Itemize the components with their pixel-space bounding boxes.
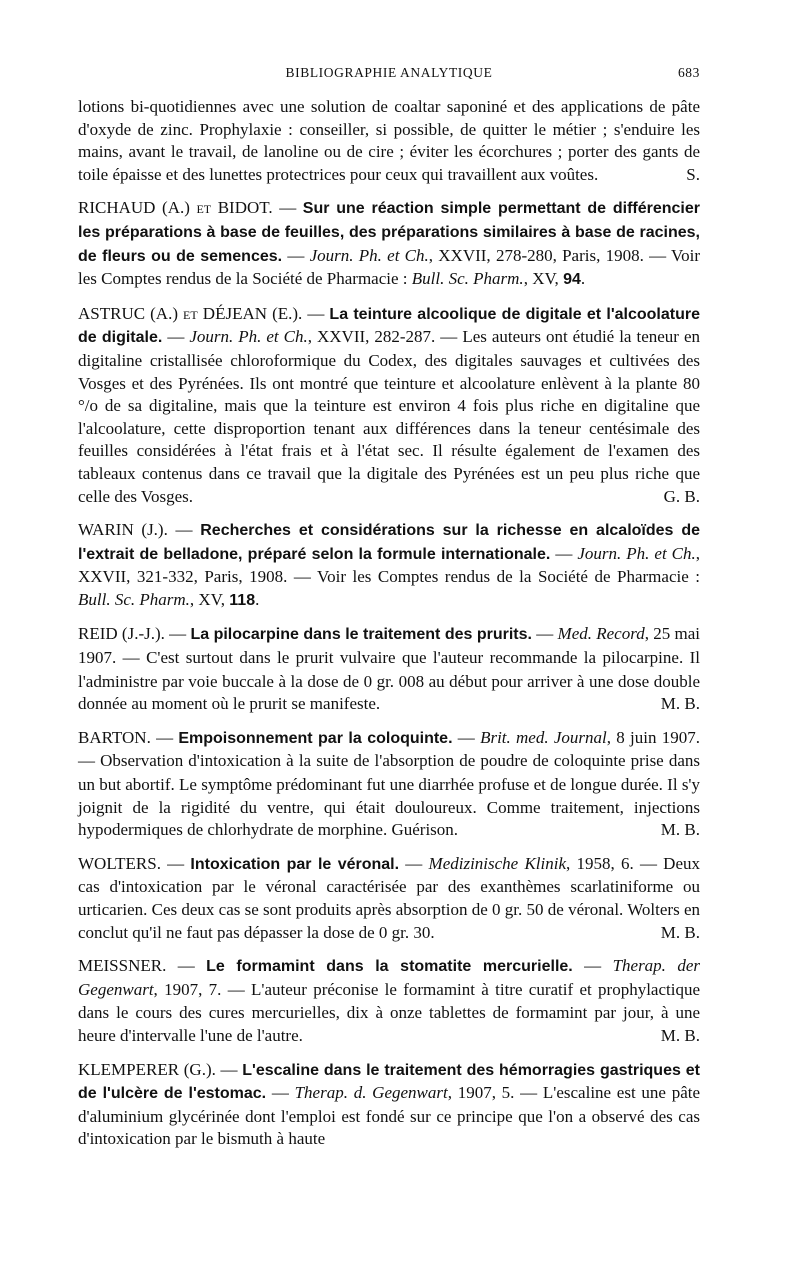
entry-ref: , 1958, 6. — xyxy=(566,853,664,873)
running-title: BIBLIOGRAPHIE ANALYTIQUE xyxy=(285,65,493,80)
entry-authors: RICHAUD (A.) et BIDOT. — xyxy=(78,198,303,218)
entry-journal: Journ. Ph. et Ch. xyxy=(189,327,308,347)
entry-ref: , 25 mai 1907. — xyxy=(78,624,700,668)
entry-bulletin: Bull. Sc. Pharm. xyxy=(78,589,190,609)
entry-initials: M. B. xyxy=(660,820,700,840)
entry-journal: Medizinische Klinik xyxy=(428,853,567,873)
intro-initials: S. xyxy=(686,164,700,184)
bibliography-entry xyxy=(78,623,700,715)
entry-initials: M. B. xyxy=(660,694,700,714)
entry-authors: ASTRUC (A.) et DÉJEAN (E.). — xyxy=(78,303,330,323)
page-number: 683 xyxy=(677,65,700,80)
entry-end: . xyxy=(580,269,586,289)
entry-sep: — xyxy=(399,853,429,873)
entry-ref: , XXVII, 278-280, Paris, 1908. — Voir les Comptes rendus de la Société de Pharmacie : xyxy=(78,245,701,289)
bibliography-entry xyxy=(78,519,700,612)
entry-ref: , XXVII, 282-287. — xyxy=(307,327,463,347)
entry-end: . xyxy=(255,589,260,609)
entry-initials: M. B. xyxy=(660,922,700,942)
entry-body: Les auteurs ont étudié la teneur en digitaline cristallisée chloroformique du Codex, des digitales sauvages et cultivées des Vosges et des Pyrénées. Ils ont montré que teinture et alcoolature enlèvent à la plante 80 °/o de sa digitaline, mais que la teinture est environ 4 fois plus riche en digitaline que l'alcoolature, cette disproportion tenant aux différences dans la teneur centésimale des feuilles considérées à l'état frais et à l'état sec. Il résulte également de l'examen des tableaux contenus dans ce travail que la digitale des Pyrénées est un peu plus riche que celle des Vosges. xyxy=(78,327,700,506)
entry-sep: — xyxy=(452,727,481,747)
entry-body: Observation d'intoxication à la suite de l'absorption de poudre de coloquinte prise dans un but abortif. Le symptôme prédominant fut une diarrhée profuse et de longue durée. Il s'y joignit de la rigidité du ventre, qui était douloureux. Comme traitement, injections hypodermiques de chlorhydrate de morphine. Guérison. xyxy=(78,751,700,840)
intro-paragraph xyxy=(78,96,700,186)
entry-initials: M. B. xyxy=(660,1025,700,1045)
entry-journal: Med. Record xyxy=(557,624,645,644)
entry-authors: WARIN (J.). — xyxy=(78,520,201,540)
entry-title: Recherches et considérations sur la richesse en alcaloïdes de l'extrait de belladone, préparé selon la formule internationale. xyxy=(78,522,700,563)
entry-sep: — xyxy=(162,327,190,347)
entry-authors: KLEMPERER (G.). — xyxy=(78,1059,243,1079)
entry-title: La teinture alcoolique de digitale et l'alcoolature de digitale. xyxy=(78,305,700,347)
entry-authors: MEISSNER. — xyxy=(78,956,207,976)
entry-authors: REID (J.-J.). — xyxy=(78,624,191,644)
entry-ref: , 1907, 7. — xyxy=(153,979,251,999)
entry-volume: , XV, xyxy=(189,589,230,609)
entry-sep: — xyxy=(531,624,558,644)
entry-title: L'escaline dans le traitement des hémorragies gastriques et de l'ulcère de l'estomac. xyxy=(78,1061,700,1103)
entry-bulletin-page: 118 xyxy=(229,591,256,609)
bibliography-entry xyxy=(78,197,700,291)
entry-body: L'auteur préconise le formamint à titre curatif et prophylactique dans le cours des cures mercurielles, dix à onze tablettes de formamint par jour, à une heure d'intervalle l'une de l'autre. xyxy=(78,979,700,1045)
entry-sep: — xyxy=(282,245,310,265)
entry-sep: — xyxy=(266,1083,295,1103)
bibliography-entry xyxy=(78,727,700,842)
entry-body: Deux cas d'intoxication par le véronal caractérisée par des exanthèmes scarlatiniforme ou urticarien. Ces deux cas se sont produits après absorption de 0 gr. 50 de véronal. Wolters en conclut qu'il ne faut pas dépasser la dose de 0 gr. 30. xyxy=(78,853,700,942)
entry-journal: Journ. Ph. et Ch. xyxy=(309,245,429,265)
bibliography-entry xyxy=(78,1059,700,1151)
entry-title: Empoisonnement par la coloquinte. xyxy=(178,729,453,747)
bibliography-entry xyxy=(78,303,700,508)
entry-bulletin: Bull. Sc. Pharm. xyxy=(411,269,524,289)
entry-body: L'escaline est une pâte d'aluminium glycérinée dont l'emploi est fondé sur ce principe que l'on a observé des cas d'intoxication par le bismuth à haute xyxy=(78,1083,701,1149)
entry-body: C'est surtout dans le prurit vulvaire que l'auteur recommande la pilocarpine. Il l'administre par voie buccale à la dose de 0 gr. 008 au début pour arriver à une dose double donnée au moment où le prurit se manifeste. xyxy=(78,648,700,714)
running-header xyxy=(78,62,700,84)
bibliography-entries xyxy=(78,197,700,1151)
intro-text: lotions bi-quotidiennes avec une solution de coaltar saponiné et des applications de pâte d'oxyde de zinc. Prophylaxie : conseiller, si possible, de quitter le métier ; s'enduire les mains, avant le travail, de lanoline ou de cire ; éviter les écorchures ; porter des gants de toile épaisse et des lunettes protectrices pour ceux qui travaillent aux voûtes. xyxy=(78,97,700,184)
entry-initials: G. B. xyxy=(663,486,700,506)
entry-volume: , XV, xyxy=(523,269,564,289)
entry-ref: , 1907, 5. — xyxy=(447,1083,543,1103)
entry-bulletin-page: 94 xyxy=(563,271,581,289)
entry-title: Le formamint dans la stomatite mercurielle. xyxy=(206,958,573,976)
entry-authors: BARTON. — xyxy=(78,727,179,747)
entry-sep: — xyxy=(572,956,613,976)
entry-authors: WOLTERS. — xyxy=(78,853,191,873)
entry-title: Sur une réaction simple permettant de différencier les préparations à base de feuilles, des préparations similaires à base de racines, de fleurs ou de semences. xyxy=(78,200,700,265)
entry-title: La pilocarpine dans le traitement des prurits. xyxy=(190,626,532,644)
entry-sep: — xyxy=(550,543,578,563)
entry-journal: Journ. Ph. et Ch. xyxy=(577,543,696,563)
entry-ref: , 8 juin 1907. — xyxy=(78,727,700,771)
entry-journal: Brit. med. Journal xyxy=(480,727,607,747)
entry-journal: Therap. der Gegenwart xyxy=(78,956,701,999)
document-page xyxy=(78,62,700,1162)
bibliography-entry xyxy=(78,853,700,944)
bibliography-entry xyxy=(78,955,700,1047)
entry-title: Intoxication par le véronal. xyxy=(190,855,400,873)
entry-ref: , XXVII, 321-332, Paris, 1908. — Voir les Comptes rendus de la Société de Pharmacie : xyxy=(78,543,701,587)
entry-journal: Therap. d. Gegenwart xyxy=(294,1083,448,1103)
